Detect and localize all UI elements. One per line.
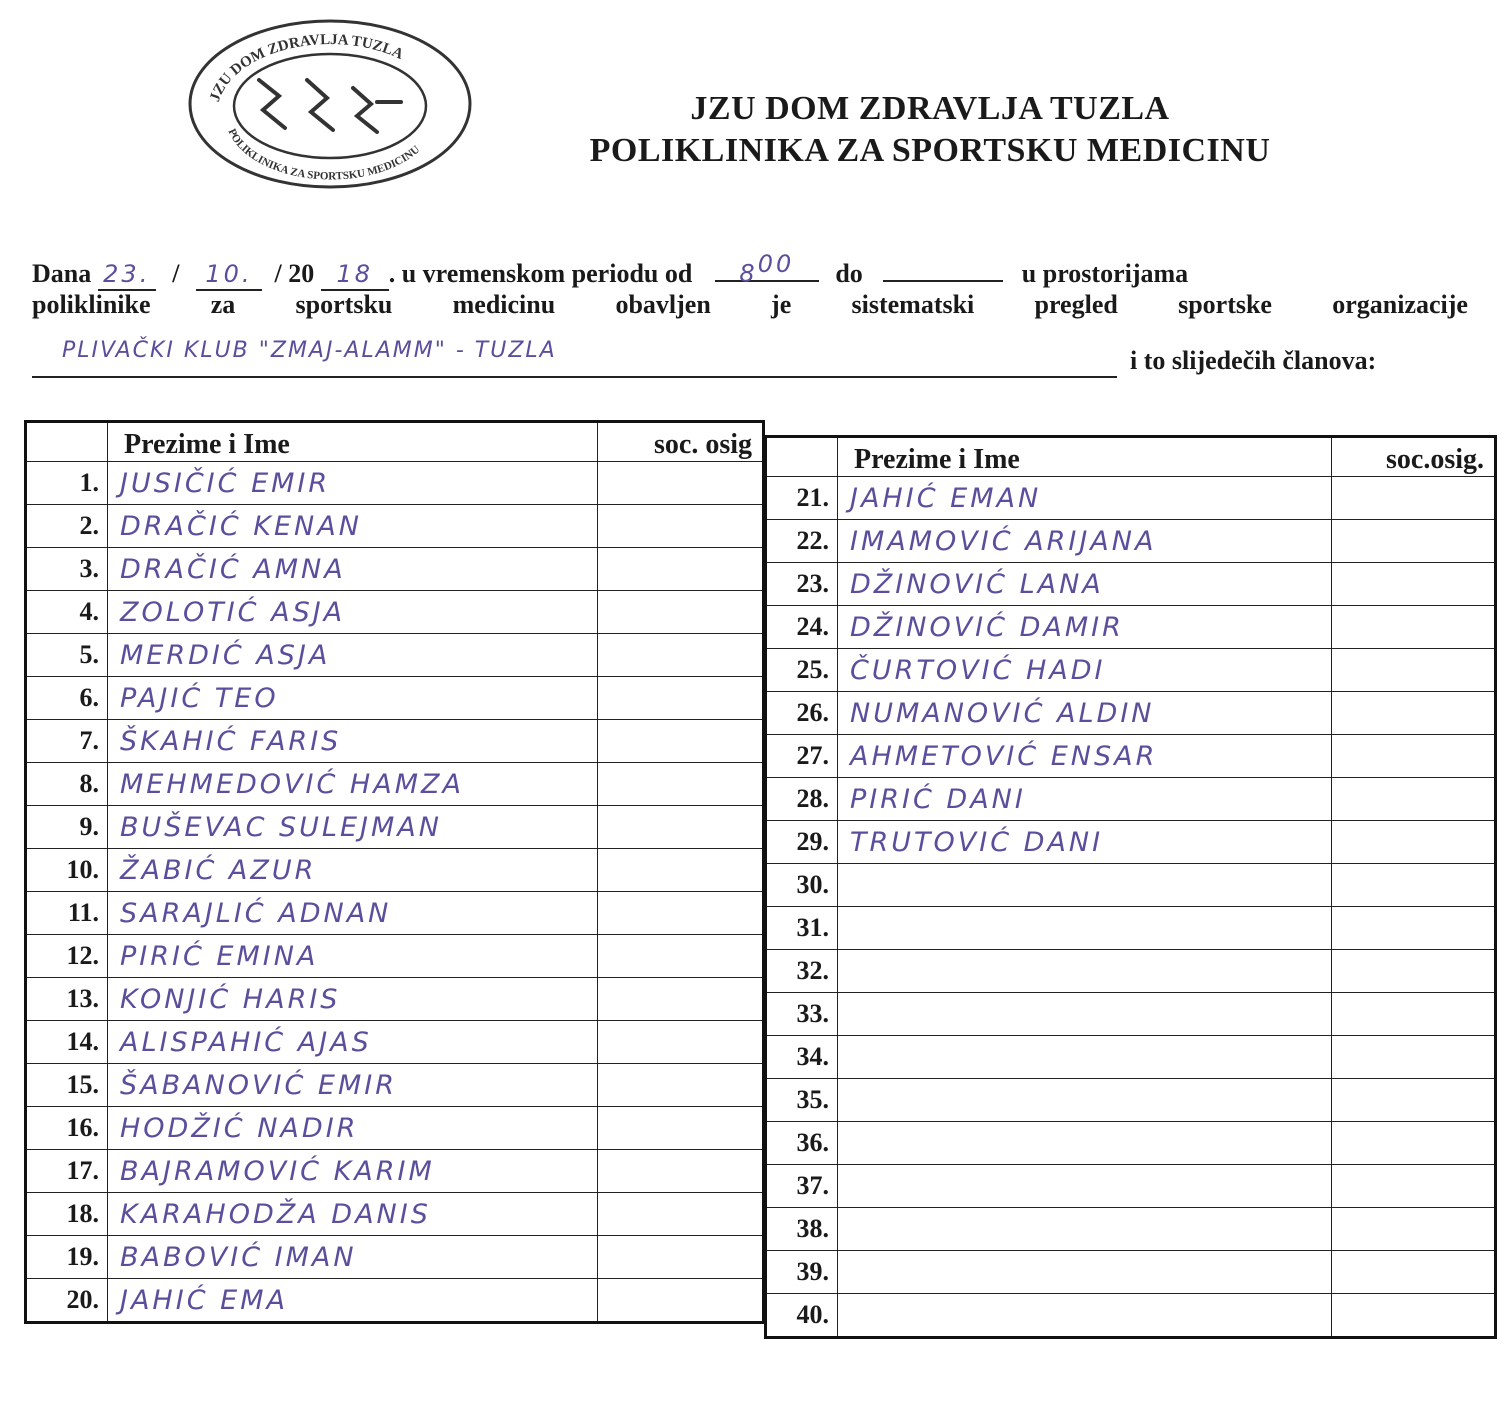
table-row [766, 1251, 1496, 1294]
table-row [26, 462, 764, 505]
label-period: . u vremenskom periodu od [388, 259, 693, 288]
table-row [766, 821, 1496, 864]
member-name-field[interactable] [838, 649, 1332, 692]
time-to-field[interactable] [883, 250, 1003, 282]
soc-osig-field[interactable] [1332, 1036, 1496, 1079]
handwritten-name: HODŽIĆ NADIR [120, 1112, 359, 1144]
word-6: je [771, 290, 792, 319]
handwritten-name: BUŠEVAC SULEJMAN [120, 811, 442, 843]
number-column-header [26, 422, 108, 462]
intro-paragraph [32, 250, 1468, 375]
row-number: 18. [26, 1193, 108, 1236]
soc-osig-field[interactable] [598, 1150, 764, 1193]
handwritten-name: AHMETOVIĆ ENSAR [850, 740, 1158, 772]
handwritten-name: ALISPAHIĆ AJAS [120, 1026, 372, 1058]
table-row [766, 1036, 1496, 1079]
soc-osig-field[interactable] [598, 1021, 764, 1064]
soc-osig-field[interactable] [1332, 1208, 1496, 1251]
member-name-field[interactable] [108, 1150, 598, 1193]
table-row [766, 864, 1496, 907]
intro-line-2 [32, 290, 1468, 330]
handwritten-name: ŠKAHIĆ FARIS [120, 725, 342, 757]
word-5: obavljen [615, 290, 711, 319]
word-4: medicinu [452, 290, 556, 319]
table-row [766, 649, 1496, 692]
soc-osig-field[interactable] [1332, 477, 1496, 520]
table-row [766, 1294, 1496, 1338]
year-prefix: / 20 [274, 259, 315, 288]
table-row [766, 563, 1496, 606]
member-name-field[interactable] [838, 520, 1332, 563]
table-row [26, 1236, 764, 1279]
member-name-field[interactable] [108, 935, 598, 978]
handwritten-name: PIRIĆ EMINA [120, 940, 319, 972]
soc-osig-field[interactable] [598, 849, 764, 892]
handwritten-name: TRUTOVIĆ DANI [850, 826, 1104, 858]
table-row [26, 591, 764, 634]
handwritten-name: KONJIĆ HARIS [120, 983, 341, 1015]
table-row [766, 778, 1496, 821]
member-name-field[interactable] [838, 692, 1332, 735]
member-name-field[interactable] [838, 821, 1332, 864]
table-row [766, 606, 1496, 649]
member-name-field[interactable] [108, 548, 598, 591]
handwritten-name: IMAMOVIĆ ARIJANA [850, 525, 1157, 557]
member-name-field[interactable] [108, 1107, 598, 1150]
row-number: 24. [766, 606, 838, 649]
row-number: 21. [766, 477, 838, 520]
name-column-header: Prezime i Ime [838, 437, 1332, 477]
word-3: sportsku [295, 290, 393, 319]
soc-osig-field[interactable] [1332, 993, 1496, 1036]
member-name-field[interactable] [108, 591, 598, 634]
table-row [766, 950, 1496, 993]
handwritten-name: ŽABIĆ AZUR [120, 854, 317, 886]
member-name-field[interactable] [838, 1079, 1332, 1122]
table-row [26, 978, 764, 1021]
soc-osig-field[interactable] [598, 634, 764, 677]
table-row [766, 907, 1496, 950]
member-name-field[interactable] [838, 1165, 1332, 1208]
member-name-field[interactable] [838, 864, 1332, 907]
table-row [26, 849, 764, 892]
word-1: poliklinike [32, 290, 151, 319]
member-name-field[interactable] [838, 477, 1332, 520]
member-name-field[interactable] [838, 735, 1332, 778]
word-7: sistematski [851, 290, 975, 319]
row-number: 25. [766, 649, 838, 692]
soc-osig-field[interactable] [1332, 1079, 1496, 1122]
member-name-field[interactable] [108, 505, 598, 548]
row-number: 35. [766, 1079, 838, 1122]
soc-osig-field[interactable] [598, 548, 764, 591]
title-line-1: JZU DOM ZDRAVLJA TUZLA [690, 90, 1170, 127]
table-row [766, 1165, 1496, 1208]
document-title [520, 88, 1340, 172]
handwritten-name: JAHIĆ EMA [120, 1284, 288, 1316]
title-line-2: POLIKLINIKA ZA SPORTSKU MEDICINU [589, 132, 1271, 169]
year-field[interactable]: 18 [321, 259, 389, 291]
row-number: 12. [26, 935, 108, 978]
handwritten-name: DŽINOVIĆ LANA [850, 568, 1104, 600]
table-row [26, 935, 764, 978]
row-number: 2. [26, 505, 108, 548]
member-name-field[interactable] [838, 1251, 1332, 1294]
soc-osig-field[interactable] [598, 763, 764, 806]
table-row [766, 520, 1496, 563]
member-name-field[interactable] [108, 892, 598, 935]
table-row [26, 677, 764, 720]
member-name-field[interactable] [108, 1193, 598, 1236]
soc-osig-field[interactable] [1332, 1165, 1496, 1208]
soc-osig-field[interactable] [1332, 821, 1496, 864]
soc-osig-field[interactable] [598, 462, 764, 505]
soc-osig-field[interactable] [598, 1064, 764, 1107]
handwritten-name: KARAHODŽA DANIS [120, 1198, 431, 1230]
member-name-field[interactable] [838, 778, 1332, 821]
member-name-field[interactable] [108, 806, 598, 849]
row-number: 32. [766, 950, 838, 993]
row-number: 33. [766, 993, 838, 1036]
table-row [26, 1150, 764, 1193]
members-table-right [764, 435, 1497, 1339]
table-row [26, 1064, 764, 1107]
table-row [26, 763, 764, 806]
row-number: 29. [766, 821, 838, 864]
row-number: 38. [766, 1208, 838, 1251]
row-number: 22. [766, 520, 838, 563]
member-name-field[interactable] [108, 462, 598, 505]
member-name-field[interactable] [838, 1036, 1332, 1079]
label-dana: Dana [32, 259, 92, 288]
soc-osig-field[interactable] [1332, 1122, 1496, 1165]
soc-column-header: soc.osig. [1332, 437, 1496, 477]
table-row [26, 1021, 764, 1064]
row-number: 28. [766, 778, 838, 821]
table-row [766, 1208, 1496, 1251]
handwritten-name: MEHMEDOVIĆ HAMZA [120, 768, 464, 800]
row-number: 5. [26, 634, 108, 677]
member-name-field[interactable] [838, 563, 1332, 606]
table-row [26, 548, 764, 591]
handwritten-name: BABOVIĆ IMAN [120, 1241, 357, 1273]
handwritten-name: JUSIČIĆ EMIR [120, 467, 331, 499]
soc-osig-field[interactable] [1332, 778, 1496, 821]
day-field[interactable]: 23. [98, 259, 156, 291]
handwritten-name: DŽINOVIĆ DAMIR [850, 611, 1124, 643]
member-name-field[interactable] [108, 634, 598, 677]
row-number: 19. [26, 1236, 108, 1279]
svg-text:JZU DOM ZDRAVLJA TUZLA: JZU DOM ZDRAVLJA TUZLA [207, 31, 406, 104]
soc-osig-field[interactable] [598, 892, 764, 935]
table-row [26, 1279, 764, 1323]
soc-osig-field[interactable] [1332, 1251, 1496, 1294]
table-row [766, 993, 1496, 1036]
row-number: 9. [26, 806, 108, 849]
handwritten-name: NUMANOVIĆ ALDIN [850, 697, 1155, 729]
row-number: 27. [766, 735, 838, 778]
row-number: 20. [26, 1279, 108, 1323]
row-number: 34. [766, 1036, 838, 1079]
row-number: 23. [766, 563, 838, 606]
word-8: pregled [1034, 290, 1118, 319]
table-row [26, 505, 764, 548]
soc-column-header: soc. osig [598, 422, 764, 462]
soc-osig-field[interactable] [1332, 563, 1496, 606]
row-number: 1. [26, 462, 108, 505]
handwritten-name: PAJIĆ TEO [120, 682, 279, 714]
row-number: 11. [26, 892, 108, 935]
table-row [766, 1122, 1496, 1165]
row-number: 6. [26, 677, 108, 720]
row-number: 36. [766, 1122, 838, 1165]
table-row [766, 735, 1496, 778]
member-name-field[interactable] [108, 1064, 598, 1107]
soc-osig-field[interactable] [598, 1107, 764, 1150]
soc-osig-field[interactable] [1332, 735, 1496, 778]
member-name-field[interactable] [838, 907, 1332, 950]
soc-osig-field[interactable] [1332, 606, 1496, 649]
handwritten-name: PIRIĆ DANI [850, 783, 1026, 815]
soc-osig-field[interactable] [1332, 649, 1496, 692]
row-number: 14. [26, 1021, 108, 1064]
row-number: 40. [766, 1294, 838, 1338]
row-number: 31. [766, 907, 838, 950]
soc-osig-field[interactable] [1332, 864, 1496, 907]
soc-osig-field[interactable] [598, 935, 764, 978]
month-field[interactable]: 10. [196, 259, 262, 291]
handwritten-name: ZOLOTIĆ ASJA [120, 596, 346, 628]
member-name-field[interactable] [838, 993, 1332, 1036]
name-column-header: Prezime i Ime [108, 422, 598, 462]
organization-name: PLIVAČKI KLUB "ZMAJ-ALAMM" - TUZLA [62, 338, 557, 363]
members-intro-text: i to slijedečih članova: [1130, 346, 1377, 375]
number-column-header [766, 437, 838, 477]
row-number: 13. [26, 978, 108, 1021]
member-name-field[interactable] [838, 1208, 1332, 1251]
soc-osig-field[interactable] [598, 1193, 764, 1236]
soc-osig-field[interactable] [1332, 1294, 1496, 1338]
member-name-field[interactable] [838, 1294, 1332, 1338]
handwritten-name: SARAJLIĆ ADNAN [120, 897, 392, 929]
handwritten-name: DRAČIĆ AMNA [120, 553, 346, 585]
row-number: 39. [766, 1251, 838, 1294]
member-name-field[interactable] [838, 1122, 1332, 1165]
table-row [26, 892, 764, 935]
row-number: 37. [766, 1165, 838, 1208]
row-number: 15. [26, 1064, 108, 1107]
member-name-field[interactable] [838, 950, 1332, 993]
table-row [766, 477, 1496, 520]
word-9: sportske [1178, 290, 1272, 319]
soc-osig-field[interactable] [1332, 907, 1496, 950]
row-number: 3. [26, 548, 108, 591]
intro-line-1 [32, 250, 1468, 290]
time-from-field[interactable]: $8^{00}$ [715, 250, 819, 282]
member-name-field[interactable] [108, 1021, 598, 1064]
label-do: do [835, 259, 863, 288]
member-name-field[interactable] [108, 978, 598, 1021]
soc-osig-field[interactable] [598, 806, 764, 849]
table-header-row [26, 422, 764, 462]
row-number: 8. [26, 763, 108, 806]
handwritten-name: BAJRAMOVIĆ KARIM [120, 1155, 435, 1187]
table-row [26, 720, 764, 763]
row-number: 16. [26, 1107, 108, 1150]
table-row [766, 692, 1496, 735]
word-10: organizacije [1332, 290, 1468, 319]
soc-osig-field[interactable] [1332, 692, 1496, 735]
soc-osig-field[interactable] [598, 505, 764, 548]
clinic-stamp-logo [187, 18, 473, 190]
soc-osig-field[interactable] [1332, 520, 1496, 563]
row-number: 17. [26, 1150, 108, 1193]
row-number: 4. [26, 591, 108, 634]
row-number: 26. [766, 692, 838, 735]
member-name-field[interactable] [108, 763, 598, 806]
table-row [26, 1107, 764, 1150]
date-separator: / [172, 259, 180, 288]
handwritten-name: JAHIĆ EMAN [850, 482, 1042, 514]
soc-osig-field[interactable] [1332, 950, 1496, 993]
soc-osig-field[interactable] [598, 591, 764, 634]
table-header-row [766, 437, 1496, 477]
label-prostorijama: u prostorijama [1021, 259, 1189, 288]
member-name-field[interactable] [108, 849, 598, 892]
handwritten-name: MERDIĆ ASJA [120, 639, 331, 671]
soc-osig-field[interactable] [598, 677, 764, 720]
member-name-field[interactable] [108, 1279, 598, 1323]
row-number: 7. [26, 720, 108, 763]
handwritten-name: ČURTOVIĆ HADI [850, 654, 1106, 686]
table-row [26, 806, 764, 849]
table-row [26, 634, 764, 677]
soc-osig-field[interactable] [598, 1236, 764, 1279]
handwritten-name: ŠABANOVIĆ EMIR [120, 1069, 397, 1101]
table-row [766, 1079, 1496, 1122]
row-number: 10. [26, 849, 108, 892]
soc-osig-field[interactable] [598, 1279, 764, 1323]
table-row [26, 1193, 764, 1236]
member-name-field[interactable] [108, 720, 598, 763]
svg-text:POLIKLINIKA ZA SPORTSKU MEDICI: POLIKLINIKA ZA SPORTSKU MEDICINU [225, 126, 423, 183]
member-name-field[interactable] [108, 677, 598, 720]
members-table-left [24, 420, 765, 1324]
soc-osig-field[interactable] [598, 720, 764, 763]
word-2: za [210, 290, 236, 319]
handwritten-name: DRAČIĆ KENAN [120, 510, 362, 542]
row-number: 30. [766, 864, 838, 907]
member-name-field[interactable] [108, 1236, 598, 1279]
member-name-field[interactable] [838, 606, 1332, 649]
organization-field[interactable] [32, 334, 1117, 378]
soc-osig-field[interactable] [598, 978, 764, 1021]
